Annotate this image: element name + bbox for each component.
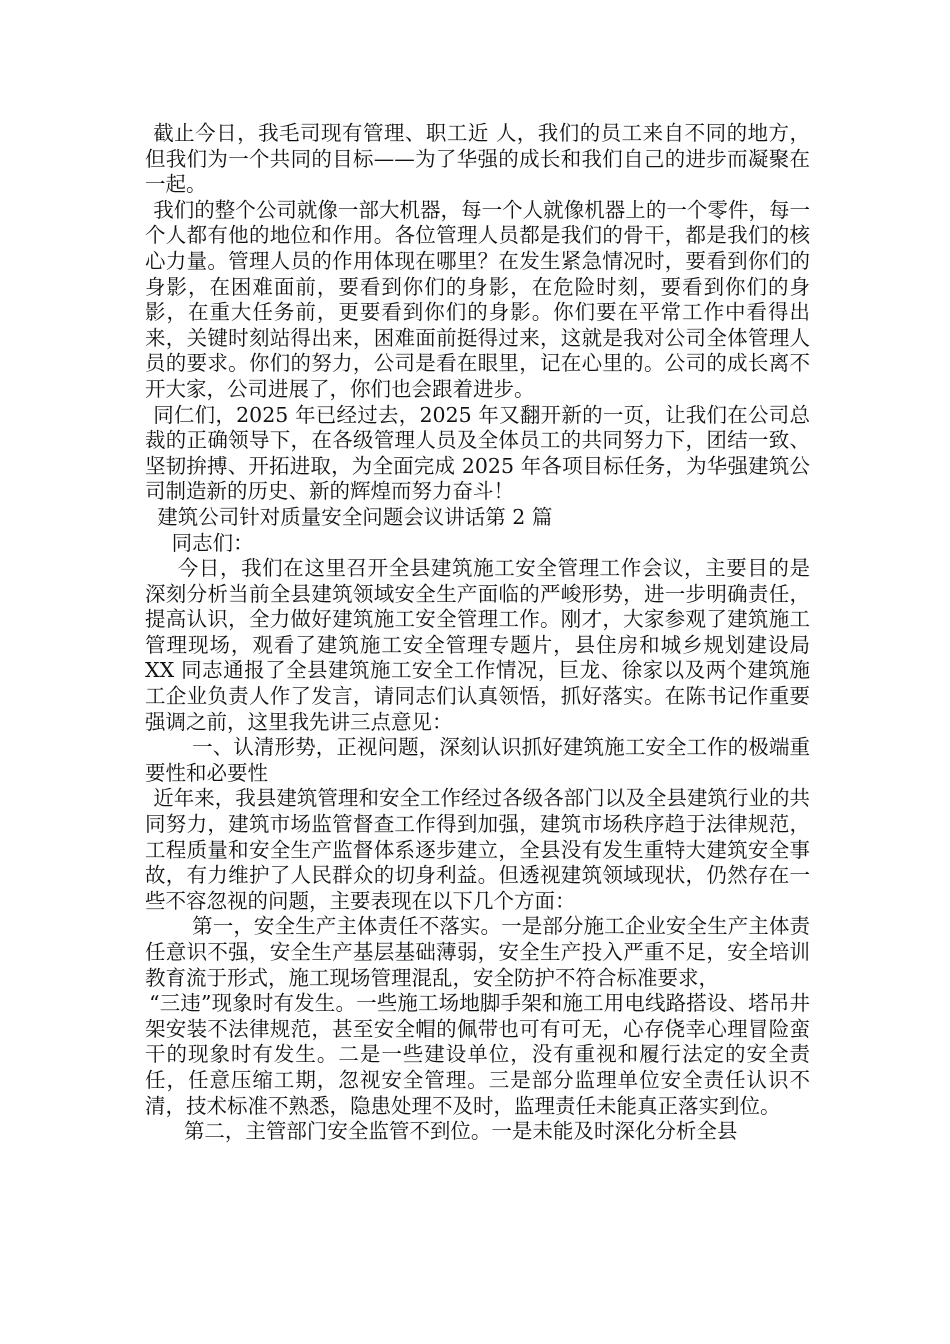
section-heading-speech-2: 建筑公司针对质量安全问题会议讲话第 2 篇 xyxy=(157,504,553,529)
salutation: 同志们： xyxy=(171,530,254,555)
point-one-heading: 一、认清形势，正视问题，深刻认识抓好建筑施工安全工作的极端重要性和必要性 xyxy=(145,735,810,785)
paragraph-three-violations: “三违”现象时有发生。一些施工场地脚手架和施工用电线路搭设、塔吊井架安装不法律规范，甚至安全帽的佩带也可有可无，心存侥幸心理冒险蛮干的现象时有发生。二是一些建设单位，没有重视和履行法定的安全责任，任意压缩工期，忽视安全管理。三是部分监理单位安全责任认识不清，技术标准不熟悉，隐患处理不及时，监理责任未能真正落实到位。 xyxy=(145,991,810,1118)
paragraph-staff-intro: 截止今日，我毛司现有管理、职工近 人，我们的员工来自不同的地方，但我们为一个共同的目标——为了华强的成长和我们自己的进步而凝聚在一起。 xyxy=(145,121,810,197)
paragraph-second-issue: 第二，主管部门安全监管不到位。一是未能及时深化分析全县 xyxy=(183,1119,738,1144)
paragraph-colleagues-call: 同仁们，2025 年已经过去，2025 年又翻开新的一页，让我们在公司总裁的正确领导下，在各级管理人员及全体员工的共同努力下，团结一致、坚韧拚搏、开拓进取，为全面完成 2025 年各项目标任务，为华强建筑公司制造新的历史、新的辉煌而努力奋斗！ xyxy=(145,402,810,504)
paragraph-machine-metaphor: 我们的整个公司就像一部大机器，每一个人就像机器上的一个零件，每一个人都有他的地位和作用。各位管理人员都是我们的骨干，都是我们的核心力量。管理人员的作用体现在哪里？在发生紧急情况时，要看到你们的身影，在困难面前，要看到你们的身影，在危险时刻，要看到你们的身影，在重大任务前，更要看到你们的身影。你们要在平常工作中看得出来，关键时刻站得出来，困难面前挺得过来，这就是我对公司全体管理人员的要求。你们的努力，公司是看在眼里，记在心里的。公司的成长离不开大家，公司进展了，你们也会跟着进步。 xyxy=(145,197,810,401)
document-page xyxy=(145,121,810,1145)
paragraph-recent-years: 近年来，我县建筑管理和安全工作经过各级各部门以及全县建筑行业的共同努力，建筑市场监管督查工作得到加强，建筑市场秩序趋于法律规范，工程质量和安全生产监督体系逐步建立，全县没有发生重特大建筑安全事故，有力维护了人民群众的切身利益。但透视建筑领域现状，仍然存在一些不容忽视的问题，主要表现在以下几个方面： xyxy=(145,786,810,913)
paragraph-first-issue: 第一，安全生产主体责任不落实。一是部分施工企业安全生产主体责任意识不强，安全生产基层基础薄弱，安全生产投入严重不足，安全培训教育流于形式，施工现场管理混乱，安全防护不符合标准要求， xyxy=(145,914,810,990)
paragraph-meeting-purpose: 今日，我们在这里召开全县建筑施工安全管理工作会议，主要目的是深刻分析当前全县建筑领域安全生产面临的严峻形势，进一步明确责任，提高认识，全力做好建筑施工安全管理工作。刚才，大家参观了建筑施工管理现场，观看了建筑施工安全管理专题片，县住房和城乡规划建设局 XX 同志通报了全县建筑施工安全工作情况，巨龙、徐家以及两个建筑施工企业负责人作了发言，请同志们认真领悟，抓好落实。在陈书记作重要强调之前，这里我先讲三点意见： xyxy=(145,556,810,734)
